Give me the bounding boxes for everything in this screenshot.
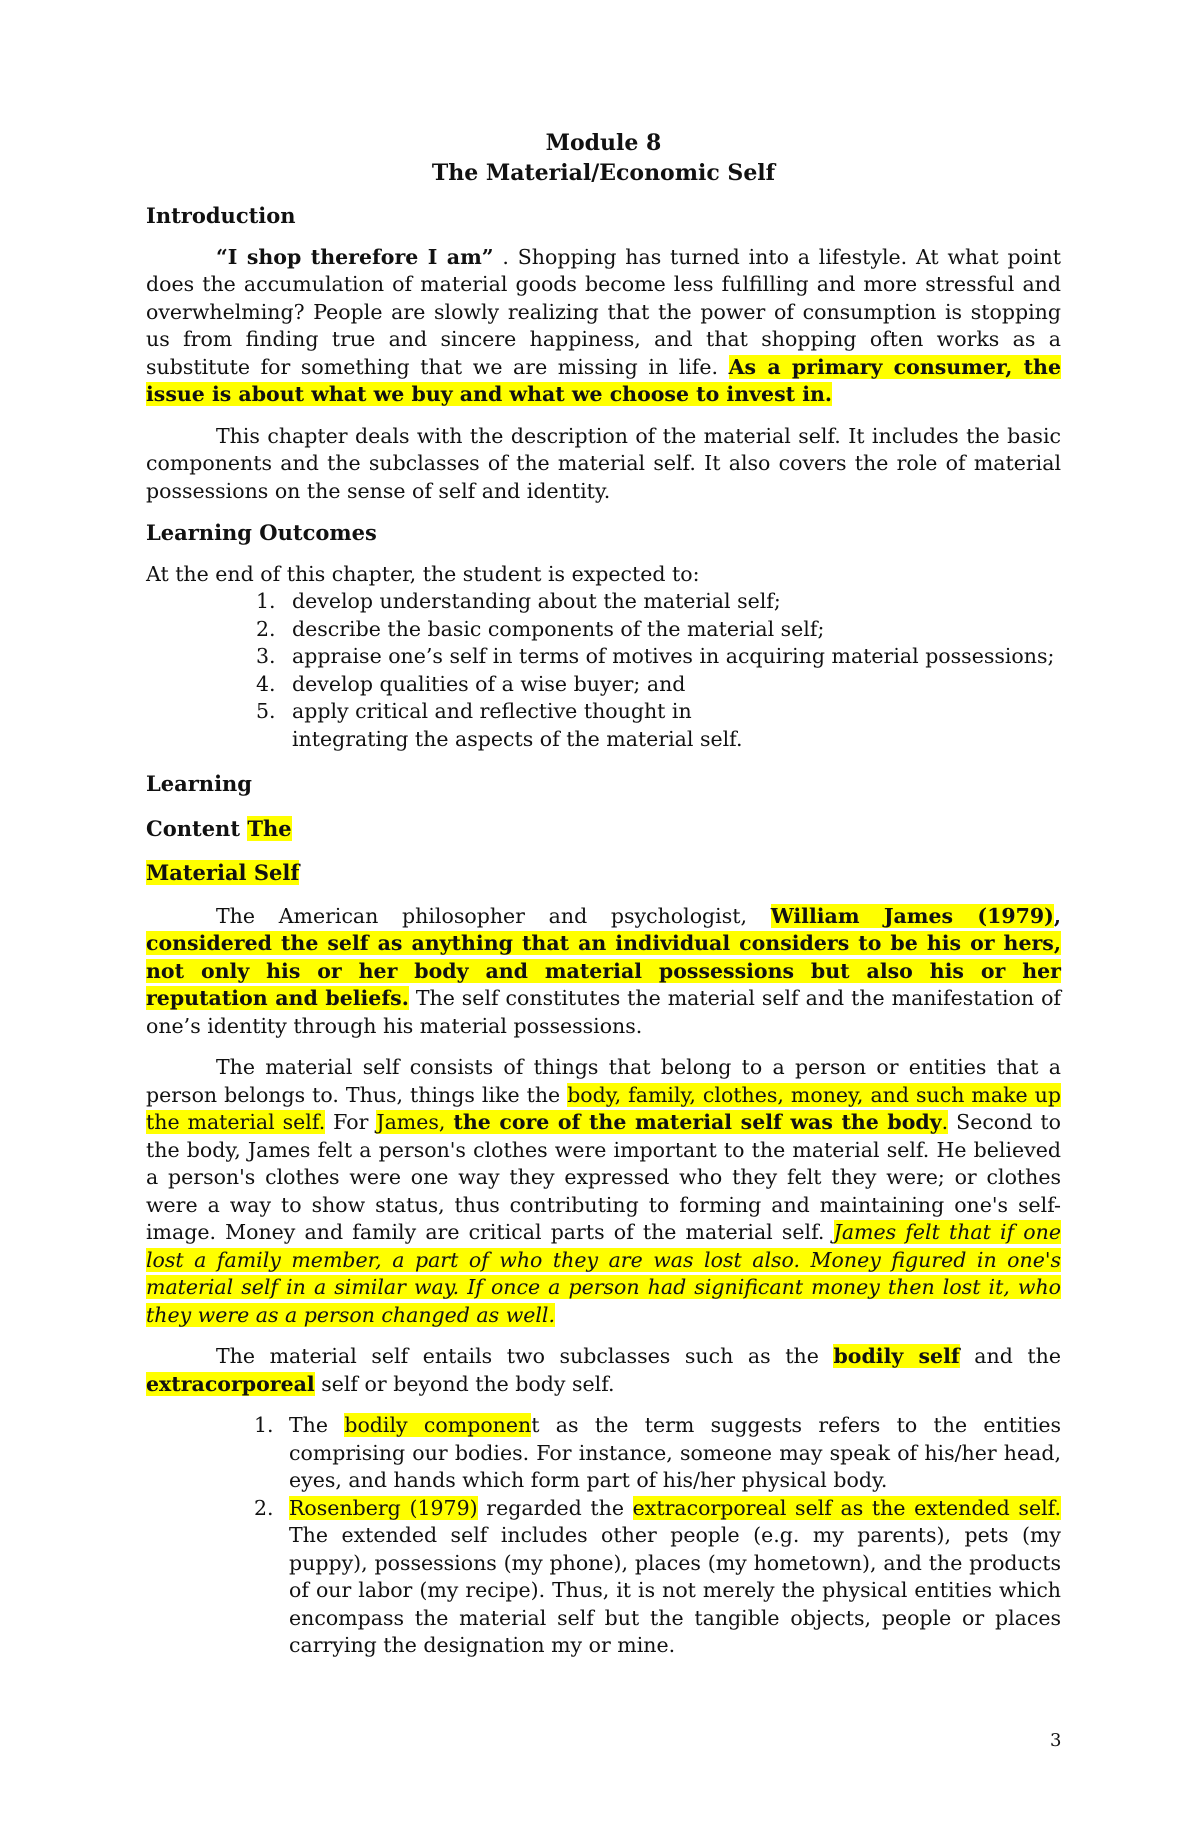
list-item [146, 698, 1061, 753]
material-period: . [941, 1110, 949, 1134]
intro-quote: “I shop therefore I am” [216, 244, 494, 269]
module-number: Module 8 [545, 130, 662, 156]
james-text-end: The self constitutes the material self and the manifestation of one’s identity through his material possessions. [146, 986, 1061, 1038]
learning-outcomes-list [146, 588, 1061, 753]
content-heading [146, 815, 1061, 843]
material-italic-highlight: James felt that if one lost a family member, a part of who they are was lost also. Money figured in one's material self in a similar way. If once a person had significant money then lost it, who they were as a person changed as well. [146, 1220, 1061, 1327]
component-text-end: t as the term suggests refers to the entities comprising our bodies. For instance, someone may speak of his/her head, eyes, and hands which form part of his/her physical body. [289, 1413, 1061, 1492]
james-name: William James (1979) [770, 903, 1054, 928]
list-item [146, 671, 1061, 699]
list-item [146, 643, 1061, 671]
introduction-heading: Introduction [146, 203, 296, 228]
subclasses-text: The material self entails two subclasses such as the [216, 1344, 834, 1368]
material-core: the core of the material self was the body [453, 1110, 942, 1134]
learning-outcomes-heading: Learning Outcomes [146, 520, 377, 545]
material-for: For [325, 1110, 377, 1134]
component-text-end: The extended self includes other people (e.g. my parents), pets (my puppy), possessions (my phone), places (my hometown), and the products of our labor (my recipe). Thus, it is not merely the physical entities which encompass the material self but the tangible objects, people or places carrying the designation my or mine. [289, 1523, 1061, 1657]
list-item [146, 1495, 1061, 1660]
james-paragraph [146, 903, 1061, 1041]
components-list [146, 1412, 1061, 1660]
subclasses-end: self or beyond the body self. [314, 1371, 615, 1396]
list-number: 4. [256, 671, 276, 696]
learning-heading: Learning [146, 771, 252, 796]
list-number: 1. [254, 1413, 274, 1437]
list-text: appraise one’s self in terms of motives in acquiring material possessions; [292, 644, 1055, 668]
content-word: Content [146, 815, 248, 841]
list-item [146, 616, 1061, 644]
list-number: 3. [256, 644, 276, 668]
the-word: The [247, 815, 292, 841]
component-highlight: bodily componen [344, 1413, 532, 1437]
learning-outcomes-intro: At the end of this chapter, the student is expected to: [146, 561, 700, 586]
list-text: develop understanding about the material self; [292, 589, 781, 613]
material-self-heading [146, 859, 1061, 887]
bodily-self-term: bodily self [833, 1344, 960, 1368]
material-self-label: Material Self [146, 860, 300, 885]
intro-paragraph-2: This chapter deals with the description of the material self. It includes the basic components and the subclasses of the material self. It also covers the role of material possessions on the sense of self and identity. [146, 423, 1061, 503]
list-number: 5. [256, 699, 276, 723]
intro-paragraph-1 [146, 244, 1061, 409]
material-james: James, [376, 1110, 454, 1134]
subclasses-and: and the [959, 1344, 1062, 1368]
james-text: The American philosopher and psychologist, [216, 903, 771, 928]
list-text: apply critical and reflective thought in integrating the aspects of the material self. [292, 699, 743, 751]
material-highlight: body, family, clothes, money, and such make up the material self. [146, 1082, 1061, 1134]
subclasses-paragraph [146, 1343, 1061, 1398]
list-text: describe the basic components of the material self; [292, 616, 825, 641]
material-paragraph [146, 1054, 1061, 1329]
page-content [146, 128, 1061, 1660]
james-comma: , [1053, 903, 1062, 928]
intro-text: . Shopping has turned into a lifestyle. At what point does the accumulation of material goods become less fulfilling and more stressful and overwhelming? People are slowly realizing that the power of consumption is stopping us from finding true and sincere happiness, and that shopping often works as a substitute for something that we are missing in life. [146, 244, 1061, 379]
component-highlight: extracorporeal self as the extended self. [632, 1495, 1062, 1520]
james-highlight: considered the self as anything that an individual considers to be his or hers, not only his or her body and material possessions but also his or her reputation and beliefs. [146, 931, 1061, 1010]
component-text: The [289, 1413, 345, 1437]
material-text: The material self consists of things that belong to a person or entities that a person belongs to. Thus, things like the [146, 1055, 1061, 1107]
component-rosenberg: Rosenberg (1979) [289, 1495, 478, 1520]
intro-highlight: As a primary consumer, the issue is about what we buy and what we choose to invest in. [146, 354, 1061, 406]
list-text: develop qualities of a wise buyer; and [292, 671, 686, 696]
list-number: 1. [256, 589, 276, 613]
list-item [146, 1412, 1061, 1495]
extracorporeal-term: extracorporeal [146, 1371, 315, 1396]
list-item [146, 588, 1061, 616]
material-text-2: Second to the body, James felt a person's clothes were important to the material self. He believed a person's clothes were one way they expressed who they felt they were; or clothes were a way to show status, thus contributing to forming and maintaining one's self-image. Money and family are critical parts of the material self. [146, 1110, 1061, 1244]
module-title: The Material/Economic Self [431, 160, 776, 186]
list-number: 2. [254, 1495, 274, 1520]
list-number: 2. [256, 616, 276, 641]
component-text: regarded the [477, 1495, 633, 1520]
page-number: 3 [1050, 1730, 1062, 1751]
